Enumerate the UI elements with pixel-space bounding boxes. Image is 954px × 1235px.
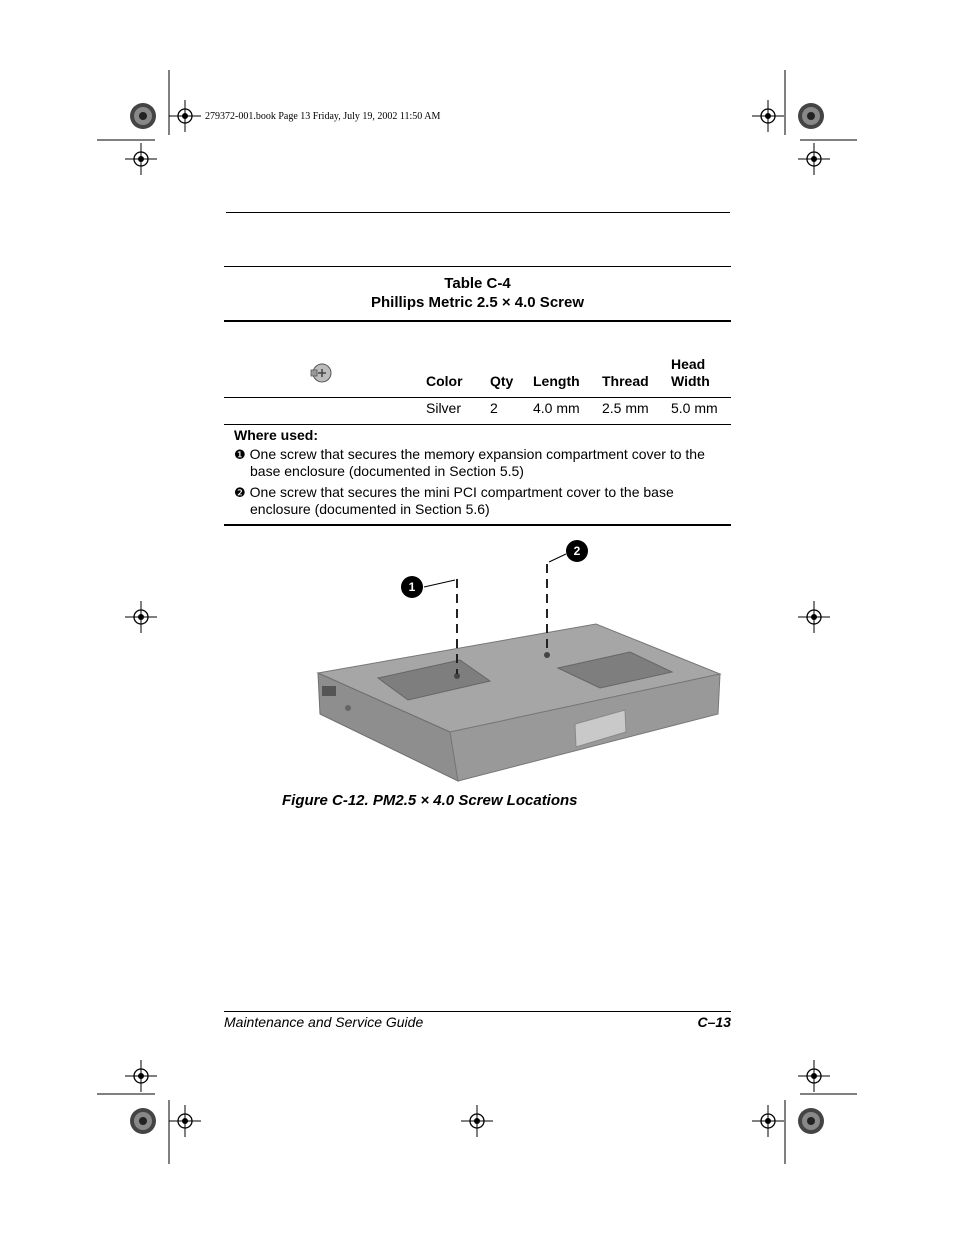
callout-1-bullet: ❶ xyxy=(234,447,246,462)
table-caption-rule xyxy=(224,320,731,322)
header-rule xyxy=(226,212,730,213)
col-header-length: Length xyxy=(533,373,580,389)
page-number: C–13 xyxy=(697,1014,731,1030)
cell-head-width: 5.0 mm xyxy=(671,400,718,416)
callout-2-bullet: ❷ xyxy=(234,485,246,500)
footer-rule xyxy=(224,1011,731,1012)
col-header-head-width-2: Width xyxy=(671,373,710,389)
cell-qty: 2 xyxy=(490,400,498,416)
cell-color: Silver xyxy=(426,400,462,416)
table-header-rule xyxy=(224,397,731,398)
cell-length: 4.0 mm xyxy=(533,400,580,416)
where-used-title: Where used: xyxy=(234,427,319,443)
laptop-bottom-illustration xyxy=(300,536,725,786)
figure-caption: Figure C-12. PM2.5 × 4.0 Screw Locations xyxy=(282,792,578,809)
col-header-head-width-1: Head xyxy=(671,356,706,372)
col-header-qty: Qty xyxy=(490,373,514,389)
col-header-thread: Thread xyxy=(602,373,649,389)
callout-2-badge: 2 xyxy=(566,540,588,562)
footer-title: Maintenance and Service Guide xyxy=(224,1014,424,1030)
table-bottom-rule xyxy=(224,524,731,526)
where-used-item: ❷ One screw that secures the mini PCI compartment cover to the base enclosure (documented in Section 5.6) xyxy=(234,484,674,517)
book-header: 279372-001.book Page 13 Friday, July 19, 2002 11:50 AM xyxy=(205,111,441,122)
screw-icon xyxy=(309,362,333,384)
cell-thread: 2.5 mm xyxy=(602,400,649,416)
table-top-rule xyxy=(224,266,731,267)
table-row-rule xyxy=(224,424,731,425)
col-header-color: Color xyxy=(426,373,463,389)
table-title: Table C-4 xyxy=(444,275,511,292)
where-used-item: ❶ One screw that secures the memory expansion compartment cover to the base enclosure (documented in Section 5.5) xyxy=(234,446,705,479)
callout-1-badge: 1 xyxy=(401,576,423,598)
table-subtitle: Phillips Metric 2.5 × 4.0 Screw xyxy=(370,294,585,311)
